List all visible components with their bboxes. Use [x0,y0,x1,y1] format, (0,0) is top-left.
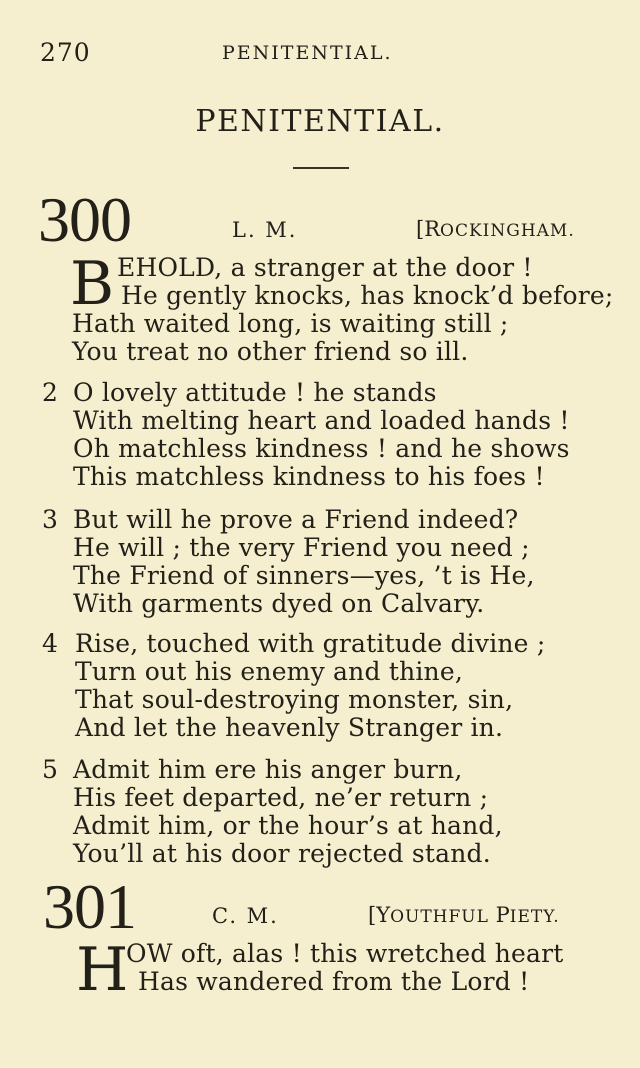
verse-line: Admit him ere his anger burn, [73,755,463,784]
verse-line: With garments dyed on Calvary. [73,589,485,618]
verse-line: And let the heavenly Stranger in. [75,713,504,742]
running-title: PENITENTIAL. [222,42,393,64]
hymn-300-tune: [ROCKINGHAM. [416,217,575,241]
verse-line: He will ; the very Friend you need ; [73,533,530,562]
verse-line: This matchless kindness to his foes ! [73,462,545,491]
verse-line: He gently knocks, has knock’d before; [121,281,614,310]
hymn-300-number: 300 [38,184,131,255]
section-title: PENITENTIAL. [195,104,445,139]
verse-line: OW oft, alas ! this wretched heart [126,939,564,968]
verse-line: The Friend of sinners—yes, ’t is He, [73,561,535,590]
verse-line: EHOLD, a stranger at the door ! [117,253,533,282]
verse-line: O lovely attitude ! he stands [73,378,437,407]
verse-line: Admit him, or the hour’s at hand, [73,811,503,840]
dropcap-h: H [76,935,129,1005]
verse-line: You treat no other friend so ill. [72,337,469,366]
verse-line: Hath waited long, is waiting still ; [72,309,509,338]
verse-line: Has wandered from the Lord ! [138,967,530,996]
stanza-number: 3 [42,505,58,534]
hymn-301-tune: [YOUTHFUL PIETY. [368,903,560,927]
hymn-300-meter: L. M. [232,218,298,242]
stanza-number: 4 [42,629,58,658]
title-rule [293,167,349,169]
verse-line: You’ll at his door rejected stand. [73,839,491,868]
verse-line: Oh matchless kindness ! and he shows [73,434,570,463]
verse-line: But will he prove a Friend indeed? [73,505,519,534]
verse-line: Rise, touched with gratitude divine ; [75,629,546,658]
page-number: 270 [40,38,91,67]
verse-line: Turn out his enemy and thine, [75,657,464,686]
hymn-301-number: 301 [43,871,136,942]
verse-line: That soul-destroying monster, sin, [75,685,514,714]
hymn-301-meter: C. M. [212,904,279,928]
stanza-number: 5 [42,755,58,784]
stanza-number: 2 [42,378,58,407]
dropcap-b: B [70,249,115,319]
verse-line: With melting heart and loaded hands ! [73,406,570,435]
verse-line: His feet departed, ne’er return ; [73,783,489,812]
